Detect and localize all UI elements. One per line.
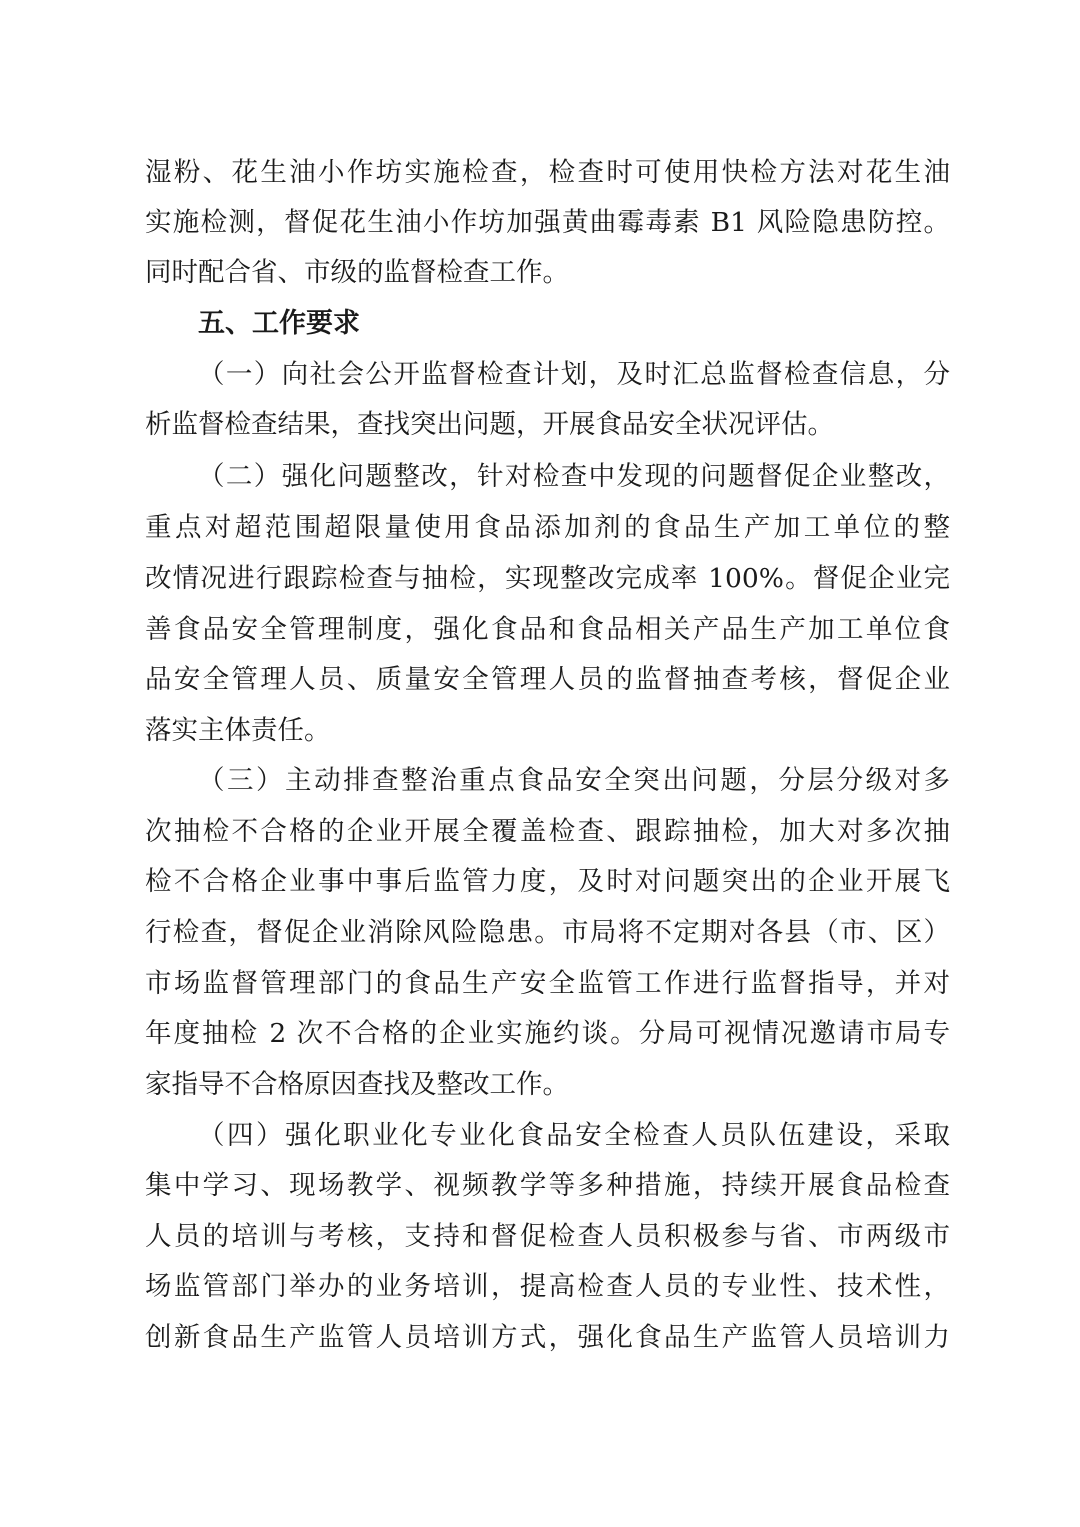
paragraph-line: 创新食品生产监管人员培训方式，强化食品生产监管人员培训力 [145, 1322, 950, 1353]
paragraph-line: 析监督检查结果，查找突出问题，开展食品安全状况评估。 [145, 409, 834, 440]
paragraph-line: （四）强化职业化专业化食品安全检查人员队伍建设，采取 [198, 1120, 950, 1151]
paragraph-line: 行检查，督促企业消除风险隐患。市局将不定期对各县（市、区） [145, 917, 950, 948]
paragraph-line: 市场监督管理部门的食品生产安全监管工作进行监督指导，并对 [145, 968, 950, 999]
paragraph-line: 次抽检不合格的企业开展全覆盖检查、跟踪抽检，加大对多次抽 [145, 816, 950, 847]
paragraph-line: 实施检测，督促花生油小作坊加强黄曲霉毒素 B1 风险隐患防控。 [145, 207, 950, 238]
paragraph-line: 人员的培训与考核，支持和督促检查人员积极参与省、市两级市 [145, 1221, 950, 1252]
paragraph-line: 湿粉、花生油小作坊实施检查，检查时可使用快检方法对花生油 [145, 157, 950, 188]
paragraph-line: 检不合格企业事中事后监管力度，及时对问题突出的企业开展飞 [145, 866, 950, 897]
paragraph-line: 品安全管理人员、质量安全管理人员的监督抽查考核，督促企业 [145, 664, 950, 695]
paragraph-line: 集中学习、现场教学、视频教学等多种措施，持续开展食品检查 [145, 1170, 950, 1201]
paragraph-line: 同时配合省、市级的监督检查工作。 [145, 257, 569, 288]
paragraph-line: （二）强化问题整改，针对检查中发现的问题督促企业整改， [198, 461, 950, 492]
paragraph-line: 家指导不合格原因查找及整改工作。 [145, 1069, 569, 1100]
paragraph-line: （三）主动排查整治重点食品安全突出问题，分层分级对多 [198, 765, 950, 796]
paragraph-line: 落实主体责任。 [145, 715, 331, 746]
paragraph-line: 年度抽检 2 次不合格的企业实施约谈。分局可视情况邀请市局专 [145, 1018, 950, 1049]
paragraph-line: 改情况进行跟踪检查与抽检，实现整改完成率 100%。督促企业完 [145, 563, 950, 594]
paragraph-line: 善食品安全管理制度，强化食品和食品相关产品生产加工单位食 [145, 614, 950, 645]
paragraph-line: （一）向社会公开监督检查计划，及时汇总监督检查信息，分 [198, 359, 950, 390]
paragraph-line: 重点对超范围超限量使用食品添加剂的食品生产加工单位的整 [145, 512, 950, 543]
paragraph-line: 场监管部门举办的业务培训，提高检查人员的专业性、技术性， [145, 1271, 950, 1302]
section-heading: 五、工作要求 [198, 308, 360, 339]
